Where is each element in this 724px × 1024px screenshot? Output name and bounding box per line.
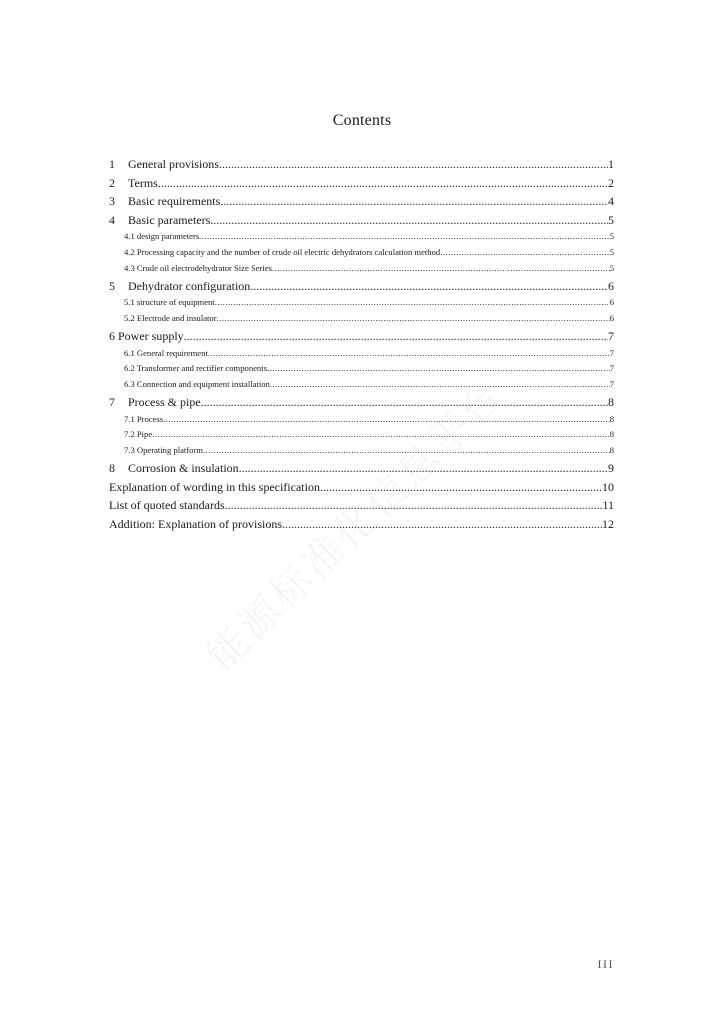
toc-entry[interactable] (109, 277, 614, 296)
toc-entry-label: 7.1 Process (124, 413, 164, 424)
toc-entry[interactable] (109, 174, 614, 193)
toc-entry[interactable] (109, 192, 614, 211)
dot-leader (220, 192, 608, 211)
toc-subentry[interactable] (109, 412, 614, 428)
toc-entry-title (109, 515, 282, 534)
toc-entry-label: 4.2 Processing capacity and the number of crude oil electric dehydrators calculation method (124, 247, 441, 258)
dot-leader (215, 295, 610, 311)
toc-entry-label: Basic requirements (128, 194, 221, 209)
dot-leader (158, 174, 608, 193)
toc-entry-title (109, 496, 225, 515)
toc-entry-title (124, 229, 199, 245)
toc-page-number: 10 (602, 479, 614, 494)
dot-leader (270, 377, 610, 393)
toc-entry-title (124, 311, 217, 327)
dot-leader (272, 261, 610, 277)
toc-entry[interactable] (109, 155, 614, 174)
toc-entry-label: Addition: Explanation of provisions (109, 516, 282, 531)
toc-page-number: 7 (609, 363, 614, 374)
toc-page-number: 5 (609, 231, 614, 242)
toc-entry[interactable] (109, 496, 614, 515)
toc-page-number: 6 (608, 278, 614, 293)
toc-page-number: 2 (608, 175, 614, 190)
toc-subentry[interactable] (109, 361, 614, 377)
dot-leader (239, 459, 608, 478)
toc-entry-label: Dehydrator configuration (128, 278, 251, 293)
dot-leader (267, 361, 610, 377)
toc-entry-label: Process & pipe (128, 394, 201, 409)
toc-entry-title (124, 377, 270, 393)
toc-entry-title (124, 261, 272, 277)
toc-subentry[interactable] (109, 261, 614, 277)
toc-entry-label: 4.3 Crude oil electrodehydrator Size Series (124, 262, 272, 273)
toc-entry-label: 5.1 structure of equipment (124, 297, 215, 308)
toc-entry-title (124, 361, 267, 377)
toc-entry-label: 6.2 Transformer and rectifier components (124, 363, 267, 374)
toc-subentry[interactable] (109, 311, 614, 327)
toc-subentry[interactable] (109, 245, 614, 261)
toc-entry-label: 7.2 Pipe (124, 429, 153, 440)
toc-entry[interactable] (109, 393, 614, 412)
toc-entry-title (124, 295, 215, 311)
toc-entry-label: 6.1 General requirement (124, 347, 208, 358)
toc-entry-label: Explanation of wording in this specification (109, 479, 320, 494)
toc-entry[interactable] (109, 211, 614, 230)
toc-section-number: 1 (109, 157, 115, 171)
toc-entry-label: 4.1 design parameters (124, 231, 200, 242)
dot-leader (250, 277, 608, 296)
toc-entry[interactable] (109, 327, 614, 346)
page-number: III (597, 957, 614, 971)
toc-page-number: 6 (609, 297, 614, 308)
toc-page-number: 7 (609, 379, 614, 390)
dot-leader (210, 211, 608, 230)
dot-leader (219, 155, 608, 174)
toc-entry-title (124, 443, 203, 459)
toc-section-number: 3 (109, 194, 115, 209)
toc-page-number: 8 (609, 445, 614, 456)
toc-section-number: 2 (109, 175, 115, 190)
toc-entry-label: List of quoted standards (109, 498, 225, 513)
toc-entry-label: 5.2 Electrode and insulator (124, 313, 217, 324)
toc-entry-label: Terms (128, 175, 158, 190)
dot-leader (225, 496, 603, 515)
dot-leader (163, 412, 610, 428)
toc-page-number: 11 (602, 498, 614, 513)
toc-entry-title (109, 174, 158, 193)
dot-leader (217, 311, 610, 327)
toc-page-number: 9 (608, 460, 614, 475)
toc-page-number: 7 (608, 328, 614, 343)
toc-entry-label: 7.3 Operating platform (124, 445, 203, 456)
dot-leader (152, 427, 610, 443)
dot-leader (208, 346, 610, 362)
toc-entry-title (109, 192, 220, 211)
toc-subentry[interactable] (109, 427, 614, 443)
page-title: Contents (332, 112, 392, 129)
toc-entry-label: 6.3 Connection and equipment installation (124, 379, 270, 390)
toc-entry-title (124, 412, 163, 428)
toc-page-number: 5 (609, 247, 614, 258)
toc-entry-title (109, 277, 250, 296)
toc-section-number: 7 (109, 394, 115, 409)
toc-page-number: 1 (608, 157, 614, 171)
dot-leader (320, 478, 602, 497)
table-of-contents (109, 155, 614, 533)
toc-page-number: 5 (609, 262, 614, 273)
toc-entry-title (109, 478, 320, 497)
toc-section-number: 5 (109, 278, 115, 293)
toc-page-number: 5 (608, 212, 614, 227)
toc-entry-title (124, 245, 440, 261)
toc-subentry[interactable] (109, 229, 614, 245)
toc-page-number: 8 (609, 429, 614, 440)
toc-page-number: 8 (609, 413, 614, 424)
toc-entry-label: Corrosion & insulation (128, 460, 239, 475)
toc-subentry[interactable] (109, 346, 614, 362)
toc-section-number: 4 (109, 212, 115, 227)
toc-entry-label: General provisions (128, 157, 219, 171)
dot-leader (184, 327, 608, 346)
toc-subentry[interactable] (109, 443, 614, 459)
toc-page-number: 7 (609, 347, 614, 358)
toc-page-number: 4 (608, 194, 614, 209)
toc-entry[interactable] (109, 459, 614, 478)
toc-entry-title (109, 393, 201, 412)
toc-entry-title (109, 211, 210, 230)
dot-leader (203, 443, 610, 459)
toc-entry-label: Basic parameters (128, 212, 211, 227)
toc-page-number: 12 (602, 516, 614, 531)
toc-entry-title (109, 459, 239, 478)
dot-leader (201, 393, 608, 412)
toc-subentry[interactable] (109, 295, 614, 311)
toc-entry-title (124, 427, 152, 443)
dot-leader (282, 515, 602, 534)
toc-entry-label: 6 Power supply (109, 328, 184, 343)
toc-page-number: 8 (608, 394, 614, 409)
toc-entry-title (109, 155, 219, 174)
toc-entry-title (124, 346, 208, 362)
toc-entry-title (109, 327, 184, 346)
dot-leader (440, 245, 610, 261)
toc-subentry[interactable] (109, 377, 614, 393)
toc-entry[interactable] (109, 478, 614, 497)
toc-entry[interactable] (109, 515, 614, 534)
toc-page-number: 6 (609, 313, 614, 324)
dot-leader (199, 229, 610, 245)
toc-section-number: 8 (109, 460, 115, 475)
